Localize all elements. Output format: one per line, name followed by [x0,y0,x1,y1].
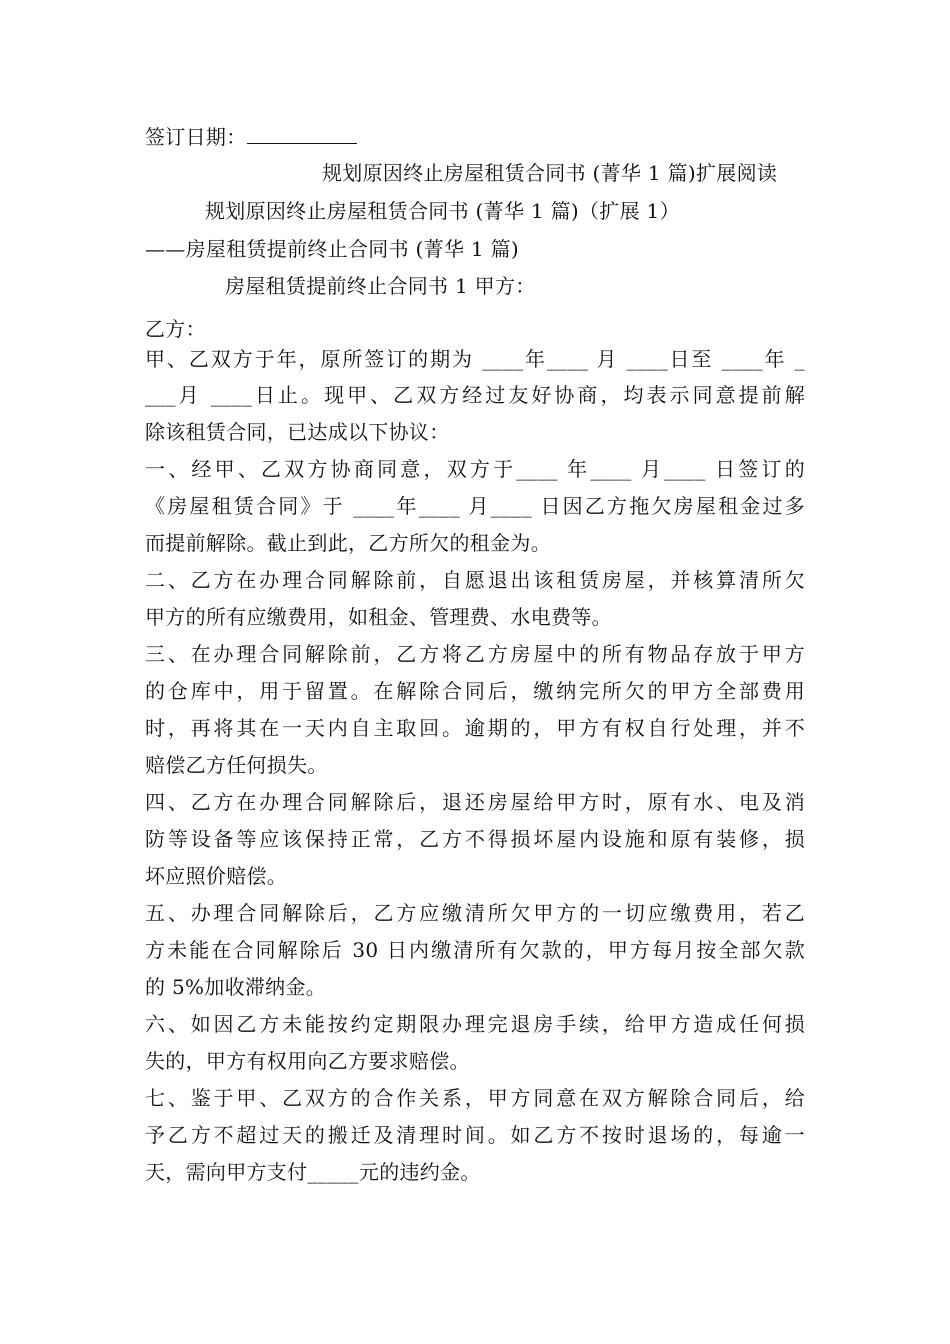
body-line: 时，再将其在一天内自主取回。逾期的，甲方有权自行处理，并不 [145,716,805,740]
title-line-2: 规划原因终止房屋租赁合同书 (菁华 1 篇)（扩展 1） [205,199,680,223]
body-line: 三、在办理合同解除前，乙方将乙方房屋中的所有物品存放于甲方 [145,642,805,666]
body-line: 失的，甲方有权用向乙方要求赔偿。 [145,1049,470,1073]
title-line-1: 规划原因终止房屋租赁合同书 (菁华 1 篇)扩展阅读 [322,161,778,185]
body-line: 二、乙方在办理合同解除前，自愿退出该租赁房屋，并核算清所欠 [145,568,805,592]
title-line-4: 房屋租赁提前终止合同书 1 甲方： [225,274,536,298]
body-line: ___月 ____日止。现甲、乙双方经过友好协商，均表示同意提前解 [145,383,805,407]
sign-date-label: 签订日期： [145,125,247,149]
body-line: 五、办理合同解除后，乙方应缴清所欠甲方的一切应缴费用，若乙 [145,901,805,925]
body-line: 《房屋租赁合同》于 ____年____ 月____ 日因乙方拖欠房屋租金过多 [145,494,805,518]
body-line: 一、经甲、乙双方协商同意，双方于____ 年____ 月____ 日签订的 [145,457,805,481]
body-line: 除该租赁合同，已达成以下协议： [145,420,450,444]
body-line: 的 5%加收滞纳金。 [145,975,327,999]
title-line-3: ——房屋租赁提前终止合同书 (菁华 1 篇) [145,237,520,261]
body-line: 的仓库中，用于留置。在解除合同后，缴纳完所欠的甲方全部费用 [145,679,805,703]
body-line: 四、乙方在办理合同解除后，退还房屋给甲方时，原有水、电及消 [145,790,805,814]
body-line: 防等设备等应该保持正常，乙方不得损坏屋内设施和原有装修，损 [145,827,805,851]
body-line: 甲、乙双方于年，原所签订的期为 ____年____ 月 ____日至 ____年 _ [145,347,805,371]
party-b-label: 乙方： [145,317,206,341]
body-line: 方未能在合同解除后 30 日内缴清所有欠款的，甲方每月按全部欠款 [145,938,805,962]
body-line: 六、如因乙方未能按约定期限办理完退房手续，给甲方造成任何损 [145,1012,805,1036]
body-line: 予乙方不超过天的搬迁及清理时间。如乙方不按时退场的，每逾一 [145,1123,805,1147]
body-line: 七、鉴于甲、乙双方的合作关系，甲方同意在双方解除合同后，给 [145,1086,805,1110]
body-line: 甲方的所有应缴费用，如租金、管理费、水电费等。 [145,605,612,629]
body-line: 赔偿乙方任何损失。 [145,753,328,777]
body-line: 而提前解除。截止到此，乙方所欠的租金为。 [145,531,551,555]
body-line: 坏应照价赔偿。 [145,864,288,888]
body-line: 天，需向甲方支付_____元的违约金。 [145,1160,481,1184]
sign-date-blank [247,125,357,144]
sign-date-line [145,124,357,150]
